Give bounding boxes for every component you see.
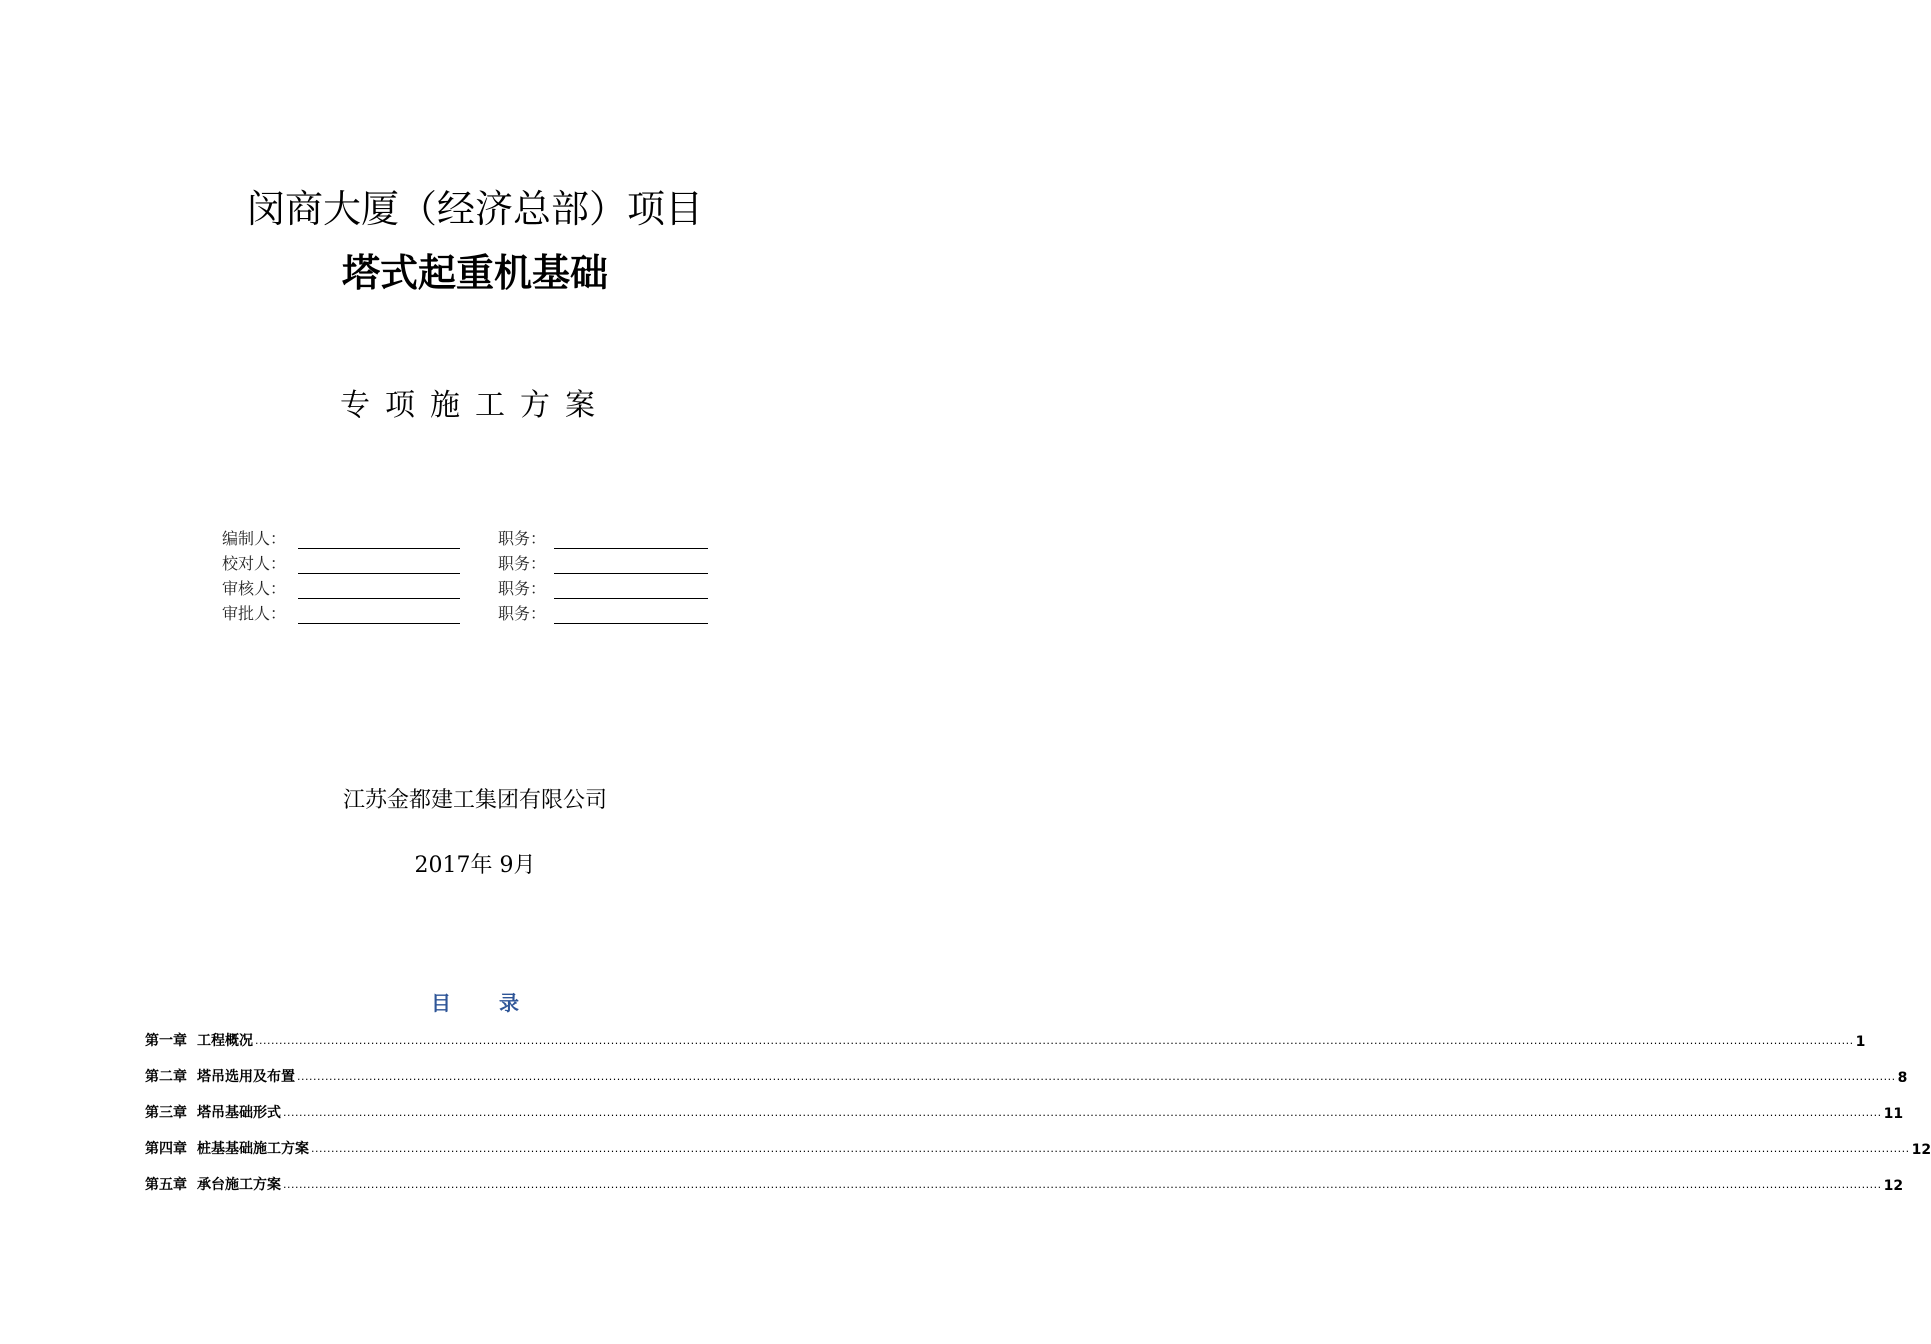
toc-entry[interactable]: [145, 1066, 1908, 1086]
toc-title: 目录: [431, 991, 567, 1015]
company-name: 江苏金都建工集团有限公司: [342, 788, 607, 813]
toc-chapter: 第四章: [145, 1141, 187, 1157]
signature-row-proofreader: [222, 549, 708, 574]
toc-leader: ................................................................................................................................................................................................................................................................................................................................................................................................................: [297, 1070, 1896, 1083]
document-title: 塔式起重机基础: [341, 251, 608, 295]
position-line: [554, 580, 708, 599]
signature-label: 校对人：: [222, 554, 287, 573]
position-line: [554, 555, 708, 574]
signature-row-approver: [222, 599, 708, 624]
position-line: [554, 530, 708, 549]
position-line: [554, 605, 708, 624]
toc-entry-title: 塔吊选用及布置: [197, 1069, 295, 1085]
toc-entry-title: 桩基基础施工方案: [197, 1141, 309, 1157]
signature-row-compiler: [222, 524, 708, 549]
signature-label: 审批人：: [222, 604, 287, 623]
toc-entry[interactable]: [145, 1138, 1931, 1158]
toc-entry[interactable]: [145, 1174, 1904, 1194]
toc-entry-title: 承台施工方案: [197, 1177, 281, 1193]
toc-chapter: 第三章: [145, 1105, 187, 1121]
toc-entry[interactable]: [145, 1102, 1904, 1122]
signature-label: 审核人：: [222, 579, 287, 598]
toc-entry[interactable]: [145, 1030, 1866, 1050]
toc-entry-title: 工程概况: [197, 1033, 253, 1049]
toc-leader: ................................................................................................................................................................................................................................................................................................................................................................................................................: [311, 1142, 1910, 1155]
signature-line: [298, 555, 460, 574]
toc-chapter: 第五章: [145, 1177, 187, 1193]
toc-entry-title: 塔吊基础形式: [197, 1105, 281, 1121]
toc-page-number: 12: [1911, 1142, 1931, 1158]
toc-chapter: 第一章: [145, 1033, 187, 1049]
toc-page-number: 1: [1855, 1034, 1866, 1050]
document-date: 2017年 9月: [414, 853, 536, 878]
project-title: 闵商大厦（经济总部）项目: [246, 187, 703, 231]
position-label: 职务：: [498, 554, 547, 573]
signature-row-reviewer: [222, 574, 708, 599]
document-subtitle: 专项施工方案: [340, 388, 610, 423]
toc-leader: ................................................................................................................................................................................................................................................................................................................................................................................................................: [255, 1034, 1854, 1047]
signature-label: 编制人：: [222, 529, 287, 548]
toc-page-number: 8: [1897, 1070, 1908, 1086]
toc-chapter: 第二章: [145, 1069, 187, 1085]
signature-line: [298, 580, 460, 599]
toc-page-number: 11: [1883, 1106, 1904, 1122]
toc-leader: ................................................................................................................................................................................................................................................................................................................................................................................................................: [283, 1178, 1882, 1191]
signature-line: [298, 530, 460, 549]
position-label: 职务：: [498, 579, 547, 598]
position-label: 职务：: [498, 604, 547, 623]
position-label: 职务：: [498, 529, 547, 548]
toc-page-number: 12: [1883, 1178, 1904, 1194]
signature-line: [298, 605, 460, 624]
toc-leader: ................................................................................................................................................................................................................................................................................................................................................................................................................: [283, 1106, 1882, 1119]
